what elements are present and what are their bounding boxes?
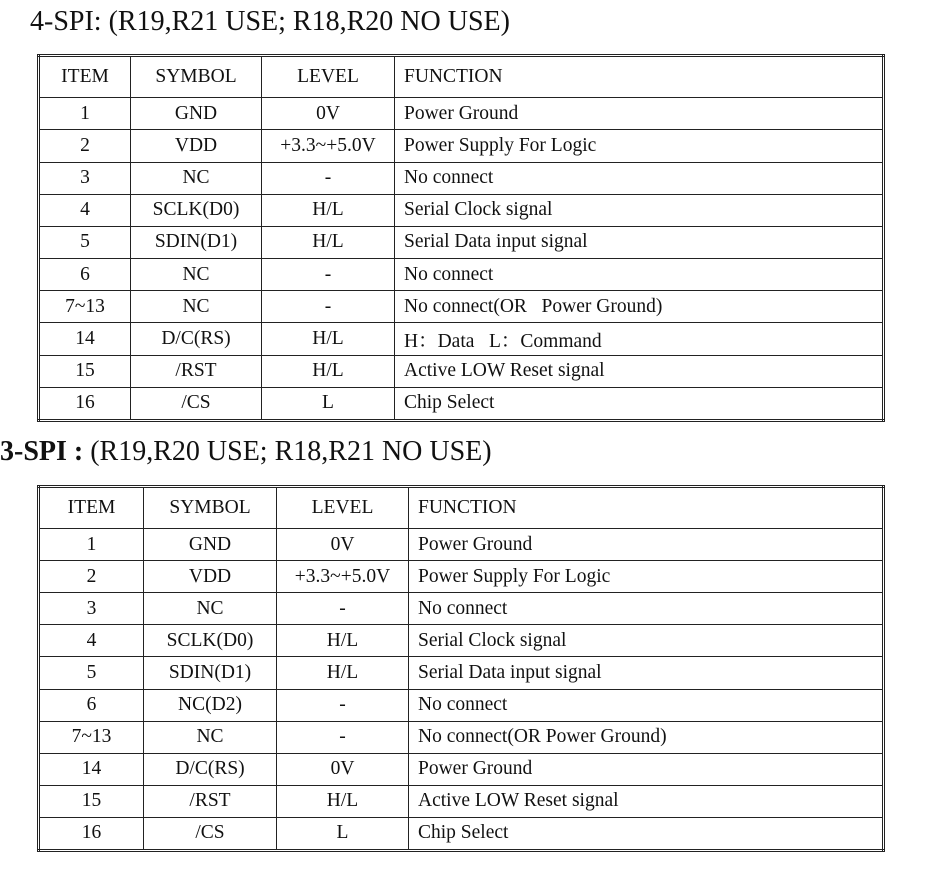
cell-function: Power Supply For Logic <box>395 130 884 162</box>
cell-level: L <box>262 387 395 420</box>
cell-item: 1 <box>39 529 144 561</box>
cell-item: 2 <box>39 130 131 162</box>
cell-function: Power Ground <box>409 529 884 561</box>
header-level: LEVEL <box>262 56 395 98</box>
cell-item: 16 <box>39 817 144 850</box>
header-item: ITEM <box>39 487 144 529</box>
cell-symbol: GND <box>144 529 277 561</box>
cell-function: No connect <box>395 259 884 291</box>
cell-symbol: SCLK(D0) <box>144 625 277 657</box>
cell-symbol: /CS <box>144 817 277 850</box>
cell-level: - <box>262 162 395 194</box>
cell-symbol: /CS <box>131 387 262 420</box>
cell-function: Chip Select <box>409 817 884 850</box>
cell-symbol: /RST <box>131 355 262 387</box>
table-row <box>39 721 884 753</box>
cell-function: Power Ground <box>409 753 884 785</box>
table-row <box>39 817 884 850</box>
cell-item: 7~13 <box>39 291 131 323</box>
pin-table-3spi <box>37 485 885 852</box>
pin-table-4spi <box>37 54 885 422</box>
cell-level: H/L <box>277 657 409 689</box>
cell-function: No connect(OR Power Ground) <box>409 721 884 753</box>
table-row <box>39 593 884 625</box>
cell-function: Serial Data input signal <box>409 657 884 689</box>
cell-function: No connect <box>409 593 884 625</box>
cell-symbol: D/C(RS) <box>131 323 262 355</box>
table-row <box>39 98 884 130</box>
cell-function: Serial Data input signal <box>395 226 884 258</box>
cell-level: - <box>277 689 409 721</box>
cell-item: 6 <box>39 689 144 721</box>
cell-item: 4 <box>39 625 144 657</box>
cell-item: 16 <box>39 387 131 420</box>
cell-function: H：Data L：Command <box>395 323 884 355</box>
table-row <box>39 529 884 561</box>
cell-item: 14 <box>39 753 144 785</box>
cell-level: H/L <box>277 625 409 657</box>
header-item: ITEM <box>39 56 131 98</box>
table-row <box>39 753 884 785</box>
table-row <box>39 226 884 258</box>
cell-function: Serial Clock signal <box>409 625 884 657</box>
section-title-3spi <box>0 436 492 468</box>
header-symbol: SYMBOL <box>131 56 262 98</box>
cell-function: Serial Clock signal <box>395 194 884 226</box>
cell-symbol: VDD <box>144 561 277 593</box>
cell-level: H/L <box>262 355 395 387</box>
cell-symbol: SCLK(D0) <box>131 194 262 226</box>
cell-item: 1 <box>39 98 131 130</box>
header-symbol: SYMBOL <box>144 487 277 529</box>
cell-function: Active LOW Reset signal <box>395 355 884 387</box>
cell-item: 5 <box>39 657 144 689</box>
table-row <box>39 259 884 291</box>
cell-level: +3.3~+5.0V <box>262 130 395 162</box>
table-header-row <box>39 487 884 529</box>
cell-function: No connect(OR Power Ground) <box>395 291 884 323</box>
table-row <box>39 323 884 355</box>
table-header-row <box>39 56 884 98</box>
cell-symbol: VDD <box>131 130 262 162</box>
table-row <box>39 657 884 689</box>
table-row <box>39 130 884 162</box>
table-row <box>39 689 884 721</box>
cell-symbol: NC <box>144 721 277 753</box>
cell-item: 14 <box>39 323 131 355</box>
cell-symbol: /RST <box>144 785 277 817</box>
cell-symbol: NC <box>144 593 277 625</box>
table-row <box>39 387 884 420</box>
cell-symbol: NC <box>131 291 262 323</box>
cell-item: 4 <box>39 194 131 226</box>
cell-function: Chip Select <box>395 387 884 420</box>
cell-level: - <box>262 259 395 291</box>
cell-symbol: SDIN(D1) <box>131 226 262 258</box>
cell-symbol: NC(D2) <box>144 689 277 721</box>
table-row <box>39 291 884 323</box>
cell-item: 3 <box>39 593 144 625</box>
table-row <box>39 625 884 657</box>
cell-symbol: D/C(RS) <box>144 753 277 785</box>
cell-item: 7~13 <box>39 721 144 753</box>
header-function: FUNCTION <box>395 56 884 98</box>
header-function: FUNCTION <box>409 487 884 529</box>
table-row <box>39 355 884 387</box>
table-row <box>39 561 884 593</box>
cell-level: - <box>277 721 409 753</box>
cell-item: 5 <box>39 226 131 258</box>
cell-item: 15 <box>39 355 131 387</box>
table-row <box>39 162 884 194</box>
section-title-4spi: 4-SPI: (R19,R21 USE; R18,R20 NO USE) <box>30 6 510 37</box>
cell-function: Active LOW Reset signal <box>409 785 884 817</box>
table-row <box>39 785 884 817</box>
cell-symbol: NC <box>131 259 262 291</box>
cell-level: 0V <box>277 529 409 561</box>
cell-symbol: GND <box>131 98 262 130</box>
table-row <box>39 194 884 226</box>
cell-function: No connect <box>395 162 884 194</box>
cell-level: H/L <box>262 226 395 258</box>
cell-level: - <box>277 593 409 625</box>
cell-symbol: NC <box>131 162 262 194</box>
section-title-rest: (R19,R20 USE; R18,R21 NO USE) <box>83 436 492 467</box>
cell-level: - <box>262 291 395 323</box>
cell-level: H/L <box>262 323 395 355</box>
cell-level: +3.3~+5.0V <box>277 561 409 593</box>
cell-function: Power Ground <box>395 98 884 130</box>
cell-function: No connect <box>409 689 884 721</box>
cell-item: 2 <box>39 561 144 593</box>
cell-item: 3 <box>39 162 131 194</box>
cell-symbol: SDIN(D1) <box>144 657 277 689</box>
cell-level: H/L <box>262 194 395 226</box>
cell-level: 0V <box>262 98 395 130</box>
cell-level: H/L <box>277 785 409 817</box>
cell-level: 0V <box>277 753 409 785</box>
header-level: LEVEL <box>277 487 409 529</box>
cell-level: L <box>277 817 409 850</box>
section-title-bold: 3-SPI : <box>0 436 84 467</box>
cell-item: 6 <box>39 259 131 291</box>
cell-item: 15 <box>39 785 144 817</box>
cell-function: Power Supply For Logic <box>409 561 884 593</box>
